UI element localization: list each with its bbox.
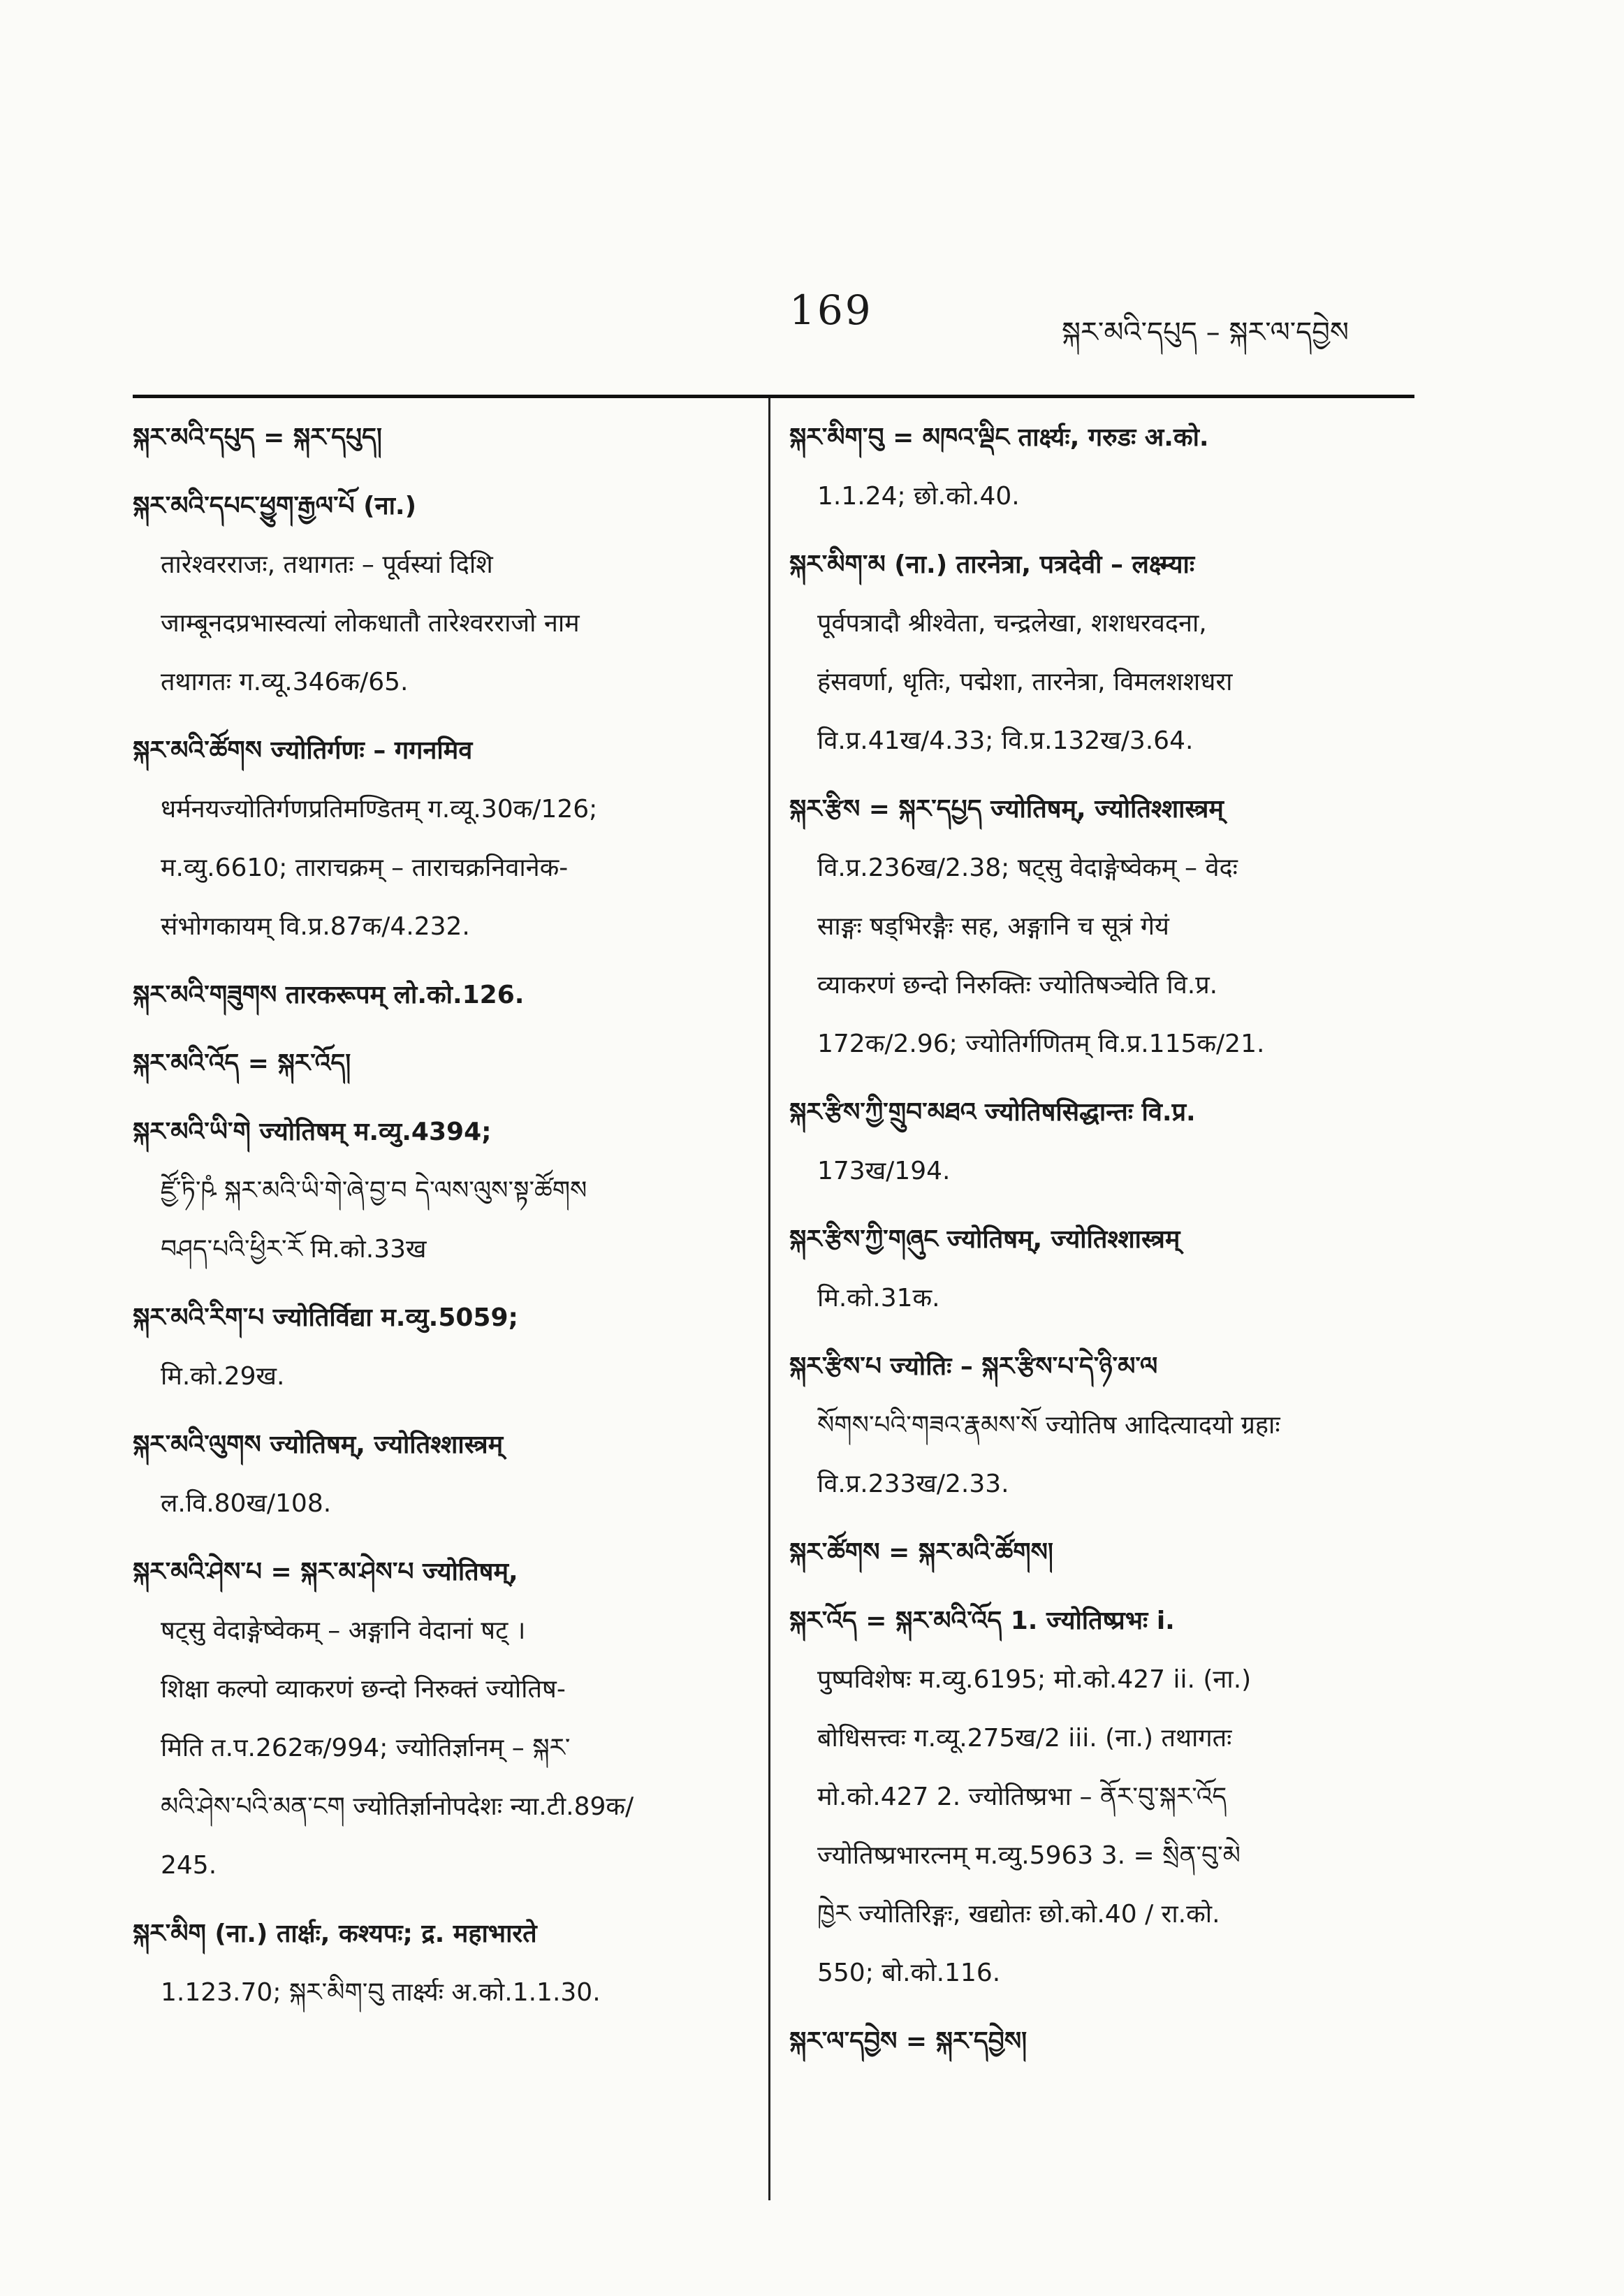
entry-headword-line: སྐར་མའི་གཟུགས तारकरूपम् लो.को.126. [133, 981, 525, 1009]
entry-text-line: 172क/2.96; ज्योतिर्गणितम् वि.प्र.115क/21. [817, 1030, 1265, 1058]
entry-text-line: 1.1.24; छो.को.40. [817, 482, 1020, 511]
entry-text-line: तारेश्वरराजः, तथागतः – पूर्वस्यां दिशि [161, 550, 493, 579]
page-header [0, 286, 1624, 349]
dictionary-entry [133, 966, 747, 1025]
entry-headword-line: སྐར་རྩིས་པ ज्योतिः – སྐར་རྩིས་པ་དེ་ཉི་མ་ལ [789, 1352, 1158, 1381]
entry-text-line: पुष्पविशेषः म.व्यु.6195; मो.को.427 ii. (ना.) [817, 1665, 1252, 1694]
entry-headword-line: སྐར་རྩིས་ཀྱི་གྲུབ་མཐའ ज्योतिषसिद्धान्तः वि.प्र. [789, 1098, 1196, 1127]
entry-headword-line: སྐར་ཚོགས = སྐར་མའི་ཚོགས། [789, 1538, 1053, 1567]
dictionary-entry [133, 1034, 747, 1093]
entry-text-line: 550; बो.को.116. [817, 1959, 1001, 1987]
dictionary-entry [789, 1083, 1411, 1201]
dictionary-entry [133, 1103, 747, 1279]
entry-headword-line: སྐར་མིག་མ (ना.) तारनेत्रा, पत्रदेवी – लक्ष्म्याः [789, 550, 1195, 579]
dictionary-entry [133, 1905, 747, 2022]
entry-text-line: 1.123.70; སྐར་མིག་བུ तार्क्ष्यः अ.को.1.1.30. [161, 1978, 601, 2007]
entry-text-line: मि.को.31क. [817, 1284, 940, 1312]
entry-headword-line: སྐར་མིག་བུ = མཁའ་ལྡིང तार्क्ष्यः, गरुडः अ.को. [789, 423, 1209, 452]
dictionary-entry [789, 1338, 1411, 1514]
entry-text-line: शिक्षा कल्पो व्याकरणं छन्दो निरुक्तं ज्योतिष- [161, 1675, 566, 1704]
entry-headword-line: སྐར་མའི་རིག་པ ज्योतिर्विद्या म.व्यु.5059; [133, 1303, 518, 1332]
entry-headword-line: སྐར་མའི་ཡི་གེ ज्योतिषम् म.व्यु.4394; [133, 1118, 492, 1146]
entry-text-line: मि.को.29ख. [161, 1362, 285, 1391]
entry-headword-line: སྐར་འོད = སྐར་མའི་འོད 1. ज्योतिष्प्रभः i. [789, 1607, 1175, 1635]
entry-text-line: पूर्वपत्रादौ श्रीश्वेता, चन्द्रलेखा, शशधरवदना, [817, 609, 1207, 638]
entry-headword-line: སྐར་མའི་དཔུད = སྐར་དཔུད། [133, 423, 382, 452]
left-column [133, 409, 747, 2032]
dictionary-entry [789, 1523, 1411, 1582]
entry-text-line: तथागतः ग.व्यू.346क/65. [161, 668, 409, 696]
header-rule [133, 395, 1414, 398]
entry-text-line: साङ्गः षड्भिरङ्गैः सह, अङ्गानि च सूत्रं गेयं [817, 912, 1169, 941]
entry-text-line: 245. [161, 1851, 217, 1880]
entry-text-line: व्याकरणं छन्दो निरुक्तिः ज्योतिषञ्चेति वि.प्र. [817, 971, 1218, 1000]
dictionary-entry [789, 1211, 1411, 1328]
entry-headword-line: སྐར་མའི་ལུགས ज्योतिषम्, ज्योतिश्शास्त्रम् [133, 1431, 504, 1459]
entry-text-line: 173ख/194. [817, 1157, 951, 1185]
entry-text-line: वि.प्र.233ख/2.33. [817, 1470, 1009, 1498]
entry-text-line: मो.को.427 2. ज्योतिष्प्रभा – ནོར་བུ་སྐར་འོད [817, 1783, 1227, 1811]
entry-headword-line: སྐར་ལ་དབྱེས = སྐར་དབྱེས། [789, 2027, 1027, 2056]
entry-text-line: जाम्बूनदप्रभास्वत्यां लोकधातौ तारेश्वरराजो नाम [161, 609, 580, 638]
entry-text-line: मिति त.प.262क/994; ज्योतिर्ज्ञानम् – སྐར་ [161, 1734, 571, 1762]
entry-headword-line: སྐར་རྩིས་ཀྱི་གཞུང ज्योतिषम्, ज्योतिश्शास्त्रम् [789, 1225, 1180, 1254]
entry-headword-line: སྐར་མའི་འོད = སྐར་འོད། [133, 1049, 351, 1078]
right-column [789, 409, 1411, 2081]
dictionary-entry [133, 409, 747, 467]
entry-headword-line: སྐར་མའི་ཚོགས ज्योतिर्गणः – गगनमिव [133, 736, 473, 765]
entry-text-line: ཛྱོ་ཏི་ཥཾ སྐར་མའི་ཡི་གེ་ཞེ་བྱ་བ དེ་ལས་ལུས་སྟ་ཚོགས [161, 1176, 587, 1205]
dictionary-entry [133, 1543, 747, 1895]
dictionary-entry [133, 477, 747, 712]
dictionary-entry [133, 722, 747, 956]
entry-text-line: बोधिसत्त्वः ग.व्यू.275ख/2 iii. (ना.) तथागतः [817, 1724, 1232, 1753]
entry-text-line: ज्योतिष्प्रभारत्नम् म.व्यु.5963 3. = སྲིན་བུ་མེ [817, 1841, 1241, 1870]
entry-text-line: वि.प्र.236ख/2.38; षट्सु वेदाङ्गेष्वेकम् – वेदः [817, 854, 1238, 882]
entry-text-line: སོགས་པའི་གཟའ་རྣམས་སོ ज्योतिष आदित्यादयो ग्रहाः [817, 1411, 1280, 1440]
entry-text-line: हंसवर्णा, धृतिः, पद्मेशा, तारनेत्रा, विमलशशधरा [817, 668, 1233, 696]
entry-headword-line: སྐར་རྩིས = སྐར་དཔྱད ज्योतिषम्, ज्योतिश्शास्त्रम् [789, 795, 1224, 824]
dictionary-entry [789, 536, 1411, 770]
entry-text-line: བཤད་པའི་ཕྱིར་རོ मि.को.33ख [161, 1235, 427, 1264]
dictionary-entry [789, 1592, 1411, 2003]
entry-text-line: षट्सु वेदाङ्गेष्वेकम् – अङ्गानि वेदानां षट् । [161, 1616, 526, 1645]
entry-headword-line: སྐར་མའི་དཔང་ཕྱུག་རྒྱལ་པོ (ना.) [133, 492, 417, 520]
entry-headword-line: སྐར་མའི་ཤེས་པ = སྐར་མ་ཤེས་པ ज्योतिषम्, [133, 1558, 518, 1586]
dictionary-entry [789, 2012, 1411, 2071]
entry-headword-line: སྐར་མིག (ना.) तार्क्षः, कश्यपः; द्र. महाभारते [133, 1920, 537, 1948]
dictionary-entry [133, 1416, 747, 1533]
entry-text-line: वि.प्र.41ख/4.33; वि.प्र.132ख/3.64. [817, 726, 1194, 755]
dictionary-entry [789, 409, 1411, 526]
page-number: 169 [789, 286, 873, 334]
entry-text-line: ཁྱེར ज्योतिरिङ्गः, खद्योतः छो.को.40 / रा.को. [817, 1900, 1220, 1929]
entry-text-line: ल.वि.80ख/108. [161, 1489, 332, 1518]
dictionary-entry [133, 1289, 747, 1406]
entry-text-line: संभोगकायम् वि.प्र.87क/4.232. [161, 912, 470, 941]
running-head: སྐར་མའི་དཔུད – སྐར་ལ་དབྱེས [1062, 316, 1349, 349]
entry-text-line: म.व्यु.6610; ताराचक्रम् – ताराचक्रनिवानेक- [161, 854, 569, 882]
dictionary-entry [789, 780, 1411, 1074]
entry-text-line: མའི་ཤེས་པའི་མན་ངག ज्योतिर्ज्ञानोपदेशः न्या.टी.89क/ [161, 1792, 634, 1821]
entry-text-line: धर्मनयज्योतिर्गणप्रतिमण्डितम् ग.व्यू.30क/126; [161, 795, 598, 824]
column-divider [768, 398, 770, 2200]
